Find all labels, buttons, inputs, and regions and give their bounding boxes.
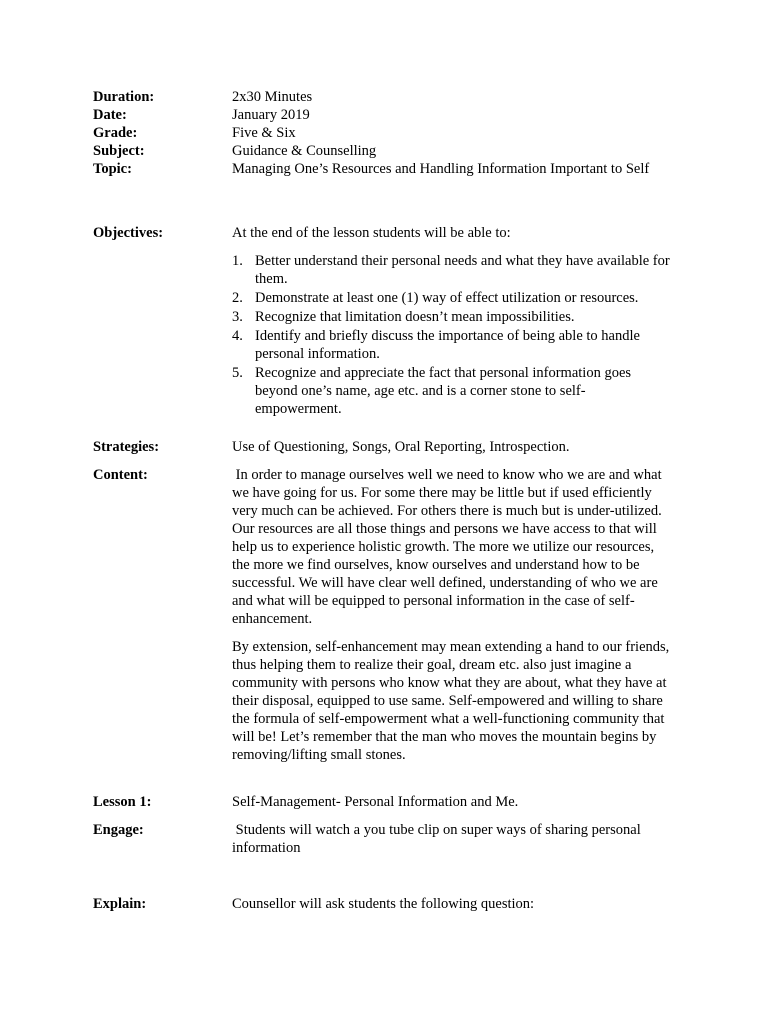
objectives-list: [232, 252, 672, 418]
strategies-value: Use of Questioning, Songs, Oral Reporting, Introspection.: [232, 439, 570, 455]
grade-value: Five & Six: [232, 125, 296, 141]
date-value: January 2019: [232, 107, 310, 123]
subject-value: Guidance & Counselling: [232, 143, 377, 159]
topic-label: Topic:: [93, 161, 132, 177]
list-item: 3. Recognize that limitation doesn’t mean impossibilities.: [232, 309, 575, 325]
explain-label: Explain:: [93, 896, 147, 912]
objectives-intro: At the end of the lesson students will be able to:: [232, 225, 511, 241]
engage-value: Students will watch a you tube clip on super ways of sharing personal information: [232, 822, 645, 856]
content-paragraph-1: In order to manage ourselves well we need to know who we are and what we have going for us. For some there may be little but if used efficiently very much can be achieved. For others there is much but is under-utilized. Our resources are all those things and persons we have access to that will help us to experience holistic growth. The more we utilize our resources, the more we find ourselves, know ourselves and understand how to be successful. We will have clear well defined, understanding of who we are and what will be equipped to personal information in the case of self-enhancement.: [232, 467, 666, 627]
duration-value: 2x30 Minutes: [232, 89, 313, 105]
strategies-label: Strategies:: [93, 439, 160, 455]
content-body: [232, 466, 672, 764]
objectives-label: Objectives:: [93, 225, 164, 241]
list-item: 1. Better understand their personal needs and what they have available for them.: [232, 253, 670, 287]
subject-label: Subject:: [93, 143, 145, 159]
content-paragraph-2: By extension, self-enhancement may mean extending a hand to our friends, thus helping them to realize their goal, dream etc. also just imagine a community with persons who know what they are about, what they have at their disposal, equipped to use same. Self-empowered and willing to share the formula of self-empowerment what a well-functioning community that will be! Let’s remember that the man who moves the mountain begins by removing/lifting small stones.: [232, 639, 670, 763]
topic-value: Managing One’s Resources and Handling Information Important to Self: [232, 161, 650, 177]
lesson1-label: Lesson 1:: [93, 794, 152, 810]
list-item: 5. Recognize and appreciate the fact that personal information goes beyond one’s name, age etc. and is a corner stone to self-empowerment.: [232, 365, 632, 417]
explain-value: Counsellor will ask students the following question:: [232, 896, 535, 912]
engage-label: Engage:: [93, 822, 144, 838]
date-label: Date:: [93, 107, 127, 123]
content-label: Content:: [93, 467, 148, 483]
grade-label: Grade:: [93, 125, 138, 141]
list-item: 4. Identify and briefly discuss the importance of being able to handle personal information.: [232, 328, 640, 362]
list-item: 2. Demonstrate at least one (1) way of effect utilization or resources.: [232, 290, 639, 306]
lesson1-value: Self-Management- Personal Information and Me.: [232, 794, 519, 810]
objectives-body: [232, 224, 672, 419]
duration-label: Duration:: [93, 89, 155, 105]
